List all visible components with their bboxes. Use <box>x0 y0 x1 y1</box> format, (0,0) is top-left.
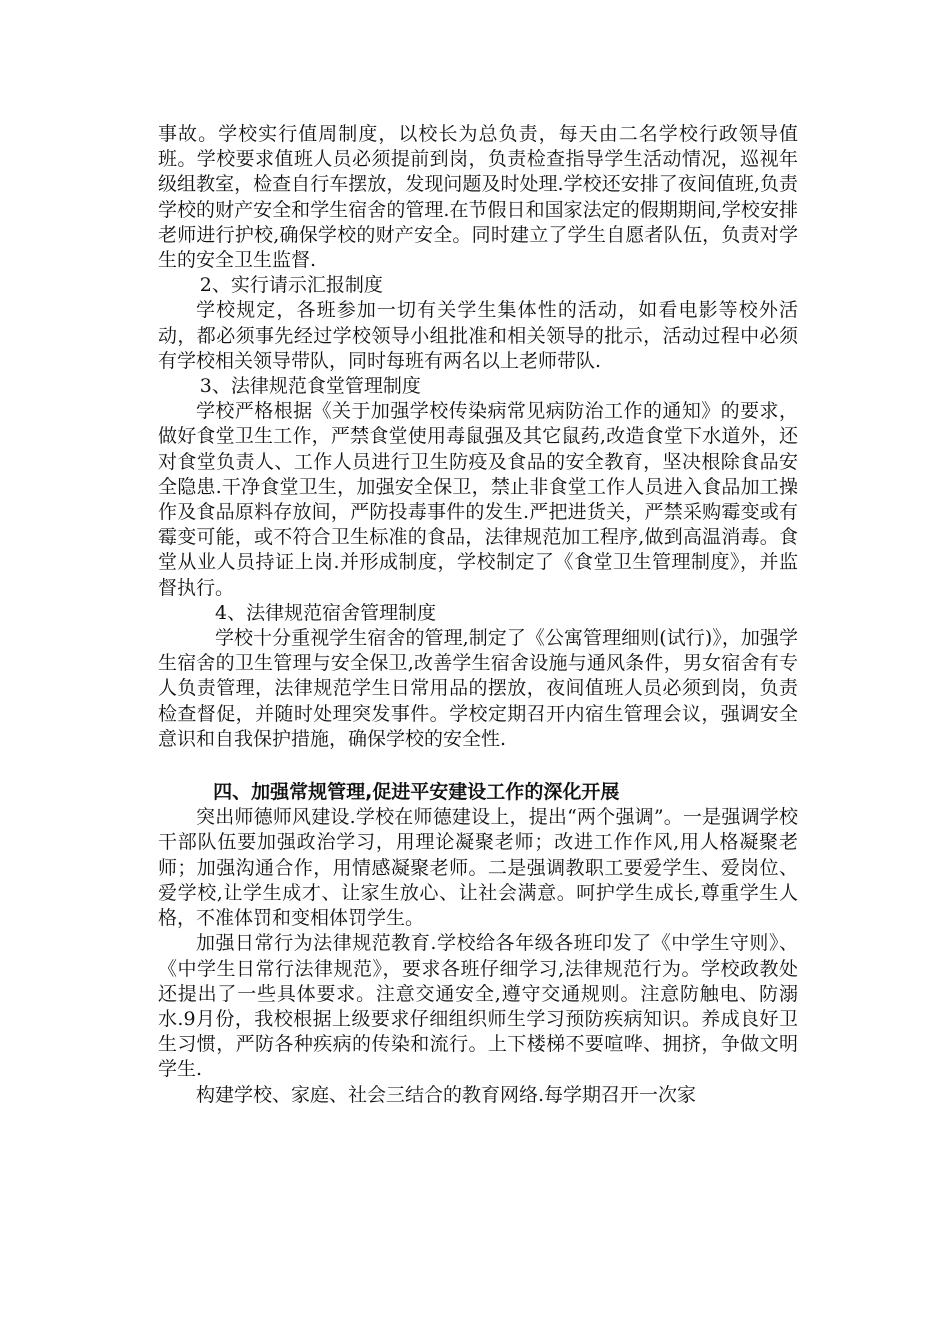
paragraph-behavior-education: 加强日常行为法律规范教育.学校给各年级各班印发了《中学生守则》、《中学生日常行法律规范》，要求各班仔细学习,法律规范行为。学校政教处还提出了一些具体要求。注意交通安全,遵守交通规则。注意防触电、防溺水.9月份，我校根据上级要求仔细组织师生学习预防疾病知识。养成良好卫生习惯，严防各种疾病的传染和流行。上下楼梯不要喧哗、拥挤，争做文明学生. <box>158 932 798 1081</box>
section-title-routine-management: 四、加强常规管理,促进平安建设工作的深化开展 <box>213 781 620 804</box>
paragraph-education-network: 构建学校、家庭、社会三结合的教育网络.每学期召开一次家 <box>196 1083 697 1106</box>
paragraph-report-system: 学校规定，各班参加一切有关学生集体性的活动，如看电影等校外活动，都必须事先经过学校领导小组批准和相关领导的批示，活动过程中必须有学校相关领导带队，同时每班有两名以上老师带队. <box>158 299 798 372</box>
heading-report-system: 2、实行请示汇报制度 <box>199 274 383 297</box>
paragraph-canteen-management: 学校严格根据《关于加强学校传染病常见病防治工作的通知》的要求，做好食堂卫生工作，严禁食堂使用毒鼠强及其它鼠药,改造食堂下水道外，还对食堂负责人、工作人员进行卫生防疫及食品的安全教育，坚决根除食品安全隐患.干净食堂卫生，加强安全保卫，禁止非食堂工作人员进入食品加工操作及食品原料存放间，严防投毒事件的发生.严把进货关，严禁采购霉变或有霉变可能，或不符合卫生标准的食品，法律规范加工程序,做到高温消毒。食堂从业人员持证上岗.并形成制度，学校制定了《食堂卫生管理制度》，并监督执行。 <box>158 400 798 599</box>
heading-dorm-management: 4、法律规范宿舍管理制度 <box>215 601 437 624</box>
paragraph-dorm-management: 学校十分重视学生宿舍的管理,制定了《公寓管理细则(试行)》，加强学生宿舍的卫生管理与安全保卫,改善学生宿舍设施与通风条件，男女宿舍有专人负责管理，法律规范学生日常用品的摆放，夜间值班人员必须到岗，负责检查督促，并随时处理突发事件。学校定期召开内宿生管理会议，强调安全意识和自我保护措施，确保学校的安全性. <box>158 627 798 750</box>
paragraph-intro: 事故。学校实行值周制度，以校长为总负责，每天由二名学校行政领导值班。学校要求值班人员必须提前到岗，负责检查指导学生活动情况，巡视年级组教室，检查自行车摆放，发现问题及时处理.学校还安排了夜间值班,负责学校的财产安全和学生宿舍的管理.在节假日和国家法定的假期期间,学校安排老师进行护校,确保学校的财产安全。同时建立了学生自愿者队伍，负责对学生的安全卫生监督. <box>158 123 798 272</box>
document-page <box>158 122 798 1108</box>
heading-canteen-management: 3、法律规范食堂管理制度 <box>199 375 421 398</box>
paragraph-teacher-ethics: 突出师德师风建设.学校在师德建设上，提出“两个强调”。一是强调学校干部队伍要加强政治学习，用理论凝聚老师；改进工作作风,用人格凝聚老师；加强沟通合作，用情感凝聚老师。二是强调教职工要爱学生、爱岗位、爱学校,让学生成才、让家生放心、让社会满意。呵护学生成长,尊重学生人格，不准体罚和变相体罚学生。 <box>158 806 798 930</box>
